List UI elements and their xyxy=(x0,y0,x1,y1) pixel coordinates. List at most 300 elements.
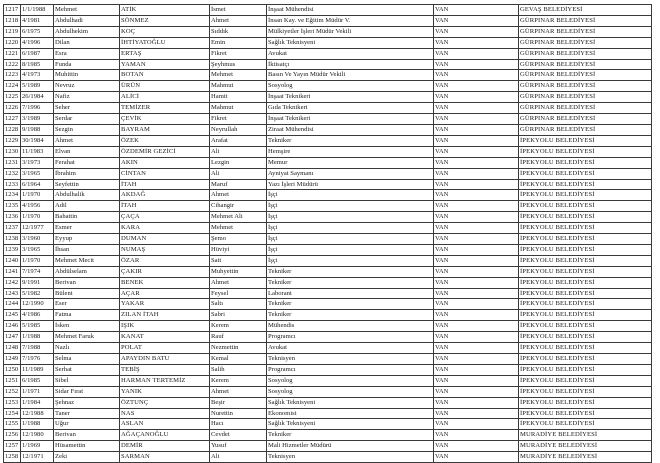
institution-cell: GÜRPINAR BELEDİYESİ xyxy=(519,59,652,70)
table-row xyxy=(4,430,652,441)
table-row xyxy=(4,299,652,310)
institution-cell: GÜRPINAR BELEDİYESİ xyxy=(519,70,652,81)
first-name-cell: Eser xyxy=(54,299,120,310)
father-name-cell: Nezmettin xyxy=(210,343,267,354)
city-cell: VAN xyxy=(434,343,519,354)
surname-cell: ATİK xyxy=(120,5,210,16)
institution-cell: İPEKYOLU BELEDİYESİ xyxy=(519,212,652,223)
surname-cell: POLAT xyxy=(120,343,210,354)
first-name-cell: Mehmet Mecit xyxy=(54,255,120,266)
job-title-cell: Programcı xyxy=(267,332,434,343)
surname-cell: KANAT xyxy=(120,332,210,343)
row-number-cell: 1250 xyxy=(4,364,21,375)
job-title-cell: Gıda Teknikeri xyxy=(267,103,434,114)
institution-cell: GÜRPINAR BELEDİYESİ xyxy=(519,124,652,135)
first-name-cell: Eyyup xyxy=(54,234,120,245)
father-name-cell: Arafat xyxy=(210,135,267,146)
first-name-cell: Serhat xyxy=(54,364,120,375)
first-name-cell: Ferahat xyxy=(54,157,120,168)
surname-cell: NAS xyxy=(120,408,210,419)
institution-cell: GÜRPINAR BELEDİYESİ xyxy=(519,48,652,59)
surname-cell: ERTAŞ xyxy=(120,48,210,59)
city-cell: VAN xyxy=(434,299,519,310)
table-row xyxy=(4,179,652,190)
father-name-cell: İsmet xyxy=(210,5,267,16)
first-name-cell: Serdar xyxy=(54,114,120,125)
job-title-cell: İşçi xyxy=(267,190,434,201)
city-cell: VAN xyxy=(434,266,519,277)
first-name-cell: Şehnaz xyxy=(54,397,120,408)
first-name-cell: Selma xyxy=(54,354,120,365)
table-row xyxy=(4,103,652,114)
row-number-cell: 1231 xyxy=(4,157,21,168)
birth-date-cell: 9/1991 xyxy=(21,277,54,288)
job-title-cell: İnşaat Teknikeri xyxy=(267,114,434,125)
birth-date-cell: 26/1984 xyxy=(21,92,54,103)
father-name-cell: Saltı xyxy=(210,299,267,310)
job-title-cell: Sosyolog xyxy=(267,81,434,92)
surname-cell: ÇEVİK xyxy=(120,114,210,125)
city-cell: VAN xyxy=(434,375,519,386)
surname-cell: AÇAR xyxy=(120,288,210,299)
surname-cell: CİNTAN xyxy=(120,168,210,179)
father-name-cell: Ali xyxy=(210,168,267,179)
job-title-cell: Tekniker xyxy=(267,277,434,288)
row-number-cell: 1251 xyxy=(4,375,21,386)
surname-cell: TEBİŞ xyxy=(120,364,210,375)
birth-date-cell: 11/1983 xyxy=(21,146,54,157)
surname-cell: YANIK xyxy=(120,386,210,397)
institution-cell: İPEKYOLU BELEDİYESİ xyxy=(519,343,652,354)
birth-date-cell: 7/1996 xyxy=(21,103,54,114)
row-number-cell: 1227 xyxy=(4,114,21,125)
table-row xyxy=(4,168,652,179)
city-cell: VAN xyxy=(434,37,519,48)
father-name-cell: Hüviyi xyxy=(210,244,267,255)
birth-date-cell: 1/1969 xyxy=(21,441,54,452)
birth-date-cell: 9/1988 xyxy=(21,124,54,135)
first-name-cell: Elvan xyxy=(54,146,120,157)
row-number-cell: 1238 xyxy=(4,234,21,245)
job-title-cell: Sağlık Teknisyeni xyxy=(267,37,434,48)
first-name-cell: Mehmet xyxy=(54,5,120,16)
surname-cell: DUMAN xyxy=(120,234,210,245)
table-body xyxy=(4,5,652,463)
father-name-cell: Mehmet Ali xyxy=(210,212,267,223)
first-name-cell: Berivan xyxy=(54,430,120,441)
city-cell: VAN xyxy=(434,354,519,365)
institution-cell: GÜRPINAR BELEDİYESİ xyxy=(519,81,652,92)
father-name-cell: Mehmet xyxy=(210,223,267,234)
father-name-cell: Salih xyxy=(210,364,267,375)
father-name-cell: Sait xyxy=(210,255,267,266)
row-number-cell: 1235 xyxy=(4,201,21,212)
row-number-cell: 1244 xyxy=(4,299,21,310)
surname-cell: İTAH xyxy=(120,201,210,212)
job-title-cell: İnsan Kay. ve Eğitim Müdür V. xyxy=(267,15,434,26)
city-cell: VAN xyxy=(434,277,519,288)
institution-cell: İPEKYOLU BELEDİYESİ xyxy=(519,419,652,430)
birth-date-cell: 11/1989 xyxy=(21,364,54,375)
first-name-cell: Taner xyxy=(54,408,120,419)
institution-cell: İPEKYOLU BELEDİYESİ xyxy=(519,135,652,146)
surname-cell: HARMAN TERTEMİZ xyxy=(120,375,210,386)
row-number-cell: 1240 xyxy=(4,255,21,266)
institution-cell: İPEKYOLU BELEDİYESİ xyxy=(519,408,652,419)
birth-date-cell: 6/1975 xyxy=(21,26,54,37)
surname-cell: İTAH xyxy=(120,179,210,190)
row-number-cell: 1228 xyxy=(4,124,21,135)
table-row xyxy=(4,48,652,59)
first-name-cell: İsken xyxy=(54,321,120,332)
birth-date-cell: 7/1988 xyxy=(21,343,54,354)
first-name-cell: Bülent xyxy=(54,288,120,299)
table-row xyxy=(4,441,652,452)
city-cell: VAN xyxy=(434,124,519,135)
institution-cell: İPEKYOLU BELEDİYESİ xyxy=(519,234,652,245)
institution-cell: GÜRPINAR BELEDİYESİ xyxy=(519,37,652,48)
city-cell: VAN xyxy=(434,179,519,190)
first-name-cell: Adil xyxy=(54,201,120,212)
job-title-cell: İşçi xyxy=(267,244,434,255)
row-number-cell: 1239 xyxy=(4,244,21,255)
row-number-cell: 1246 xyxy=(4,321,21,332)
surname-cell: ALİCİ xyxy=(120,92,210,103)
father-name-cell: Ahmet xyxy=(210,190,267,201)
birth-date-cell: 1/1971 xyxy=(21,386,54,397)
institution-cell: İPEKYOLU BELEDİYESİ xyxy=(519,255,652,266)
surname-cell: ÖZAR xyxy=(120,255,210,266)
first-name-cell: Abdulhekim xyxy=(54,26,120,37)
first-name-cell: Sidar Fırat xyxy=(54,386,120,397)
birth-date-cell: 12/1988 xyxy=(21,408,54,419)
father-name-cell: Hacı xyxy=(210,419,267,430)
job-title-cell: Tekniker xyxy=(267,310,434,321)
table-row xyxy=(4,201,652,212)
institution-cell: İPEKYOLU BELEDİYESİ xyxy=(519,244,652,255)
institution-cell: İPEKYOLU BELEDİYESİ xyxy=(519,288,652,299)
birth-date-cell: 3/1965 xyxy=(21,168,54,179)
institution-cell: İPEKYOLU BELEDİYESİ xyxy=(519,299,652,310)
father-name-cell: Ahmet xyxy=(210,15,267,26)
surname-cell: ÖZTUNÇ xyxy=(120,397,210,408)
job-title-cell: Teknisyen xyxy=(267,452,434,463)
city-cell: VAN xyxy=(434,135,519,146)
institution-cell: İPEKYOLU BELEDİYESİ xyxy=(519,201,652,212)
table-row xyxy=(4,212,652,223)
institution-cell: İPEKYOLU BELEDİYESİ xyxy=(519,375,652,386)
surname-cell: KARA xyxy=(120,223,210,234)
birth-date-cell: 7/1976 xyxy=(21,354,54,365)
personnel-table xyxy=(3,4,652,463)
birth-date-cell: 12/1971 xyxy=(21,452,54,463)
surname-cell: ÖZDEMİR GEZİCİ xyxy=(120,146,210,157)
institution-cell: İPEKYOLU BELEDİYESİ xyxy=(519,386,652,397)
city-cell: VAN xyxy=(434,26,519,37)
first-name-cell: Seyfettin xyxy=(54,179,120,190)
table-row xyxy=(4,114,652,125)
surname-cell: TEMİZER xyxy=(120,103,210,114)
surname-cell: İHTİYATOĞLU xyxy=(120,37,210,48)
father-name-cell: Emin xyxy=(210,37,267,48)
institution-cell: GÜRPINAR BELEDİYESİ xyxy=(519,26,652,37)
birth-date-cell: 3/1973 xyxy=(21,157,54,168)
first-name-cell: Sezgin xyxy=(54,124,120,135)
row-number-cell: 1249 xyxy=(4,354,21,365)
row-number-cell: 1257 xyxy=(4,441,21,452)
institution-cell: İPEKYOLU BELEDİYESİ xyxy=(519,223,652,234)
first-name-cell: Ahmet xyxy=(54,135,120,146)
table-row xyxy=(4,190,652,201)
birth-date-cell: 6/1985 xyxy=(21,375,54,386)
first-name-cell: İhsan xyxy=(54,244,120,255)
city-cell: VAN xyxy=(434,386,519,397)
table-row xyxy=(4,343,652,354)
table-row xyxy=(4,244,652,255)
table-row xyxy=(4,37,652,48)
father-name-cell: Fikret xyxy=(210,114,267,125)
first-name-cell: Uğur xyxy=(54,419,120,430)
first-name-cell: Funda xyxy=(54,59,120,70)
row-number-cell: 1219 xyxy=(4,26,21,37)
institution-cell: İPEKYOLU BELEDİYESİ xyxy=(519,266,652,277)
city-cell: VAN xyxy=(434,146,519,157)
birth-date-cell: 12/1977 xyxy=(21,223,54,234)
institution-cell: İPEKYOLU BELEDİYESİ xyxy=(519,397,652,408)
father-name-cell: Maruf xyxy=(210,179,267,190)
surname-cell: KOÇ xyxy=(120,26,210,37)
row-number-cell: 1218 xyxy=(4,15,21,26)
birth-date-cell: 30/1984 xyxy=(21,135,54,146)
city-cell: VAN xyxy=(434,288,519,299)
job-title-cell: İnşaat Mühendisi xyxy=(267,5,434,16)
first-name-cell: Hüsamettin xyxy=(54,441,120,452)
city-cell: VAN xyxy=(434,223,519,234)
first-name-cell: Abdulhadi xyxy=(54,15,120,26)
city-cell: VAN xyxy=(434,190,519,201)
job-title-cell: Avukat xyxy=(267,48,434,59)
job-title-cell: Mühendis xyxy=(267,321,434,332)
first-name-cell: Abdülselam xyxy=(54,266,120,277)
job-title-cell: İşçi xyxy=(267,212,434,223)
institution-cell: MURADİYE BELEDİYESİ xyxy=(519,452,652,463)
city-cell: VAN xyxy=(434,103,519,114)
job-title-cell: Tekniker xyxy=(267,299,434,310)
father-name-cell: Nurettin xyxy=(210,408,267,419)
city-cell: VAN xyxy=(434,114,519,125)
father-name-cell: Ahmet xyxy=(210,386,267,397)
city-cell: VAN xyxy=(434,255,519,266)
first-name-cell: Berivan xyxy=(54,277,120,288)
job-title-cell: Memur xyxy=(267,157,434,168)
table-row xyxy=(4,408,652,419)
birth-date-cell: 4/1986 xyxy=(21,310,54,321)
first-name-cell: Abdulhalik xyxy=(54,190,120,201)
job-title-cell: Avukat xyxy=(267,343,434,354)
surname-cell: ZILAN İTAH xyxy=(120,310,210,321)
city-cell: VAN xyxy=(434,408,519,419)
row-number-cell: 1226 xyxy=(4,103,21,114)
institution-cell: İPEKYOLU BELEDİYESİ xyxy=(519,321,652,332)
city-cell: VAN xyxy=(434,419,519,430)
row-number-cell: 1241 xyxy=(4,266,21,277)
city-cell: VAN xyxy=(434,157,519,168)
table-row xyxy=(4,26,652,37)
birth-date-cell: 1/1/1988 xyxy=(21,5,54,16)
row-number-cell: 1245 xyxy=(4,310,21,321)
institution-cell: GÜRPINAR BELEDİYESİ xyxy=(519,114,652,125)
table-row xyxy=(4,70,652,81)
row-number-cell: 1223 xyxy=(4,70,21,81)
city-cell: VAN xyxy=(434,244,519,255)
father-name-cell: Yusuf xyxy=(210,441,267,452)
father-name-cell: Cihangir xyxy=(210,201,267,212)
surname-cell: YAKAR xyxy=(120,299,210,310)
father-name-cell: Beşir xyxy=(210,397,267,408)
job-title-cell: Hemşire xyxy=(267,146,434,157)
city-cell: VAN xyxy=(434,364,519,375)
city-cell: VAN xyxy=(434,441,519,452)
table-row xyxy=(4,266,652,277)
surname-cell: YAMAN xyxy=(120,59,210,70)
row-number-cell: 1254 xyxy=(4,408,21,419)
job-title-cell: Sosyolog xyxy=(267,386,434,397)
birth-date-cell: 1/1970 xyxy=(21,255,54,266)
surname-cell: SÖNMEZ xyxy=(120,15,210,26)
first-name-cell: Muhittin xyxy=(54,70,120,81)
job-title-cell: Mali Hizmetler Müdürü xyxy=(267,441,434,452)
job-title-cell: İşçi xyxy=(267,223,434,234)
father-name-cell: Şeyhmus xyxy=(210,59,267,70)
surname-cell: BOTAN xyxy=(120,70,210,81)
table-row xyxy=(4,255,652,266)
row-number-cell: 1222 xyxy=(4,59,21,70)
father-name-cell: Kerem xyxy=(210,375,267,386)
table-row xyxy=(4,419,652,430)
surname-cell: ÖZEK xyxy=(120,135,210,146)
city-cell: VAN xyxy=(434,332,519,343)
city-cell: VAN xyxy=(434,168,519,179)
first-name-cell: Dilan xyxy=(54,37,120,48)
city-cell: VAN xyxy=(434,81,519,92)
table-row xyxy=(4,124,652,135)
table-row xyxy=(4,223,652,234)
father-name-cell: Şemo xyxy=(210,234,267,245)
birth-date-cell: 5/1982 xyxy=(21,288,54,299)
birth-date-cell: 4/1956 xyxy=(21,201,54,212)
table-row xyxy=(4,92,652,103)
first-name-cell: İbrahim xyxy=(54,168,120,179)
father-name-cell: Kemal xyxy=(210,354,267,365)
row-number-cell: 1252 xyxy=(4,386,21,397)
city-cell: VAN xyxy=(434,321,519,332)
job-title-cell: Mülkiyetler İşleri Müdür Vekili xyxy=(267,26,434,37)
table-row xyxy=(4,277,652,288)
father-name-cell: Ahmet xyxy=(210,277,267,288)
job-title-cell: İktisatçı xyxy=(267,59,434,70)
first-name-cell: Fatma xyxy=(54,310,120,321)
job-title-cell: Programcı xyxy=(267,364,434,375)
surname-cell: BAYRAM xyxy=(120,124,210,135)
table-row xyxy=(4,146,652,157)
first-name-cell: Nevruz xyxy=(54,81,120,92)
city-cell: VAN xyxy=(434,212,519,223)
job-title-cell: Sağlık Teknisyeni xyxy=(267,397,434,408)
institution-cell: İPEKYOLU BELEDİYESİ xyxy=(519,277,652,288)
institution-cell: İPEKYOLU BELEDİYESİ xyxy=(519,190,652,201)
surname-cell: ÇAÇA xyxy=(120,212,210,223)
city-cell: VAN xyxy=(434,430,519,441)
job-title-cell: Tekniker xyxy=(267,430,434,441)
father-name-cell: Mehmet xyxy=(210,70,267,81)
surname-cell: APAYDIN BATU xyxy=(120,354,210,365)
city-cell: VAN xyxy=(434,59,519,70)
table-row xyxy=(4,386,652,397)
table-row xyxy=(4,354,652,365)
row-number-cell: 1234 xyxy=(4,190,21,201)
birth-date-cell: 4/1973 xyxy=(21,70,54,81)
city-cell: VAN xyxy=(434,397,519,408)
table-row xyxy=(4,157,652,168)
birth-date-cell: 12/1990 xyxy=(21,299,54,310)
father-name-cell: Fikret xyxy=(210,48,267,59)
institution-cell: MURADİYE BELEDİYESİ xyxy=(519,430,652,441)
table-row xyxy=(4,288,652,299)
job-title-cell: Ekonomist xyxy=(267,408,434,419)
birth-date-cell: 1/1970 xyxy=(21,190,54,201)
first-name-cell: Sibel xyxy=(54,375,120,386)
first-name-cell: Bahattin xyxy=(54,212,120,223)
table-row xyxy=(4,310,652,321)
institution-cell: İPEKYOLU BELEDİYESİ xyxy=(519,168,652,179)
table-row xyxy=(4,59,652,70)
father-name-cell: Muhyettin xyxy=(210,266,267,277)
row-number-cell: 1225 xyxy=(4,92,21,103)
row-number-cell: 1230 xyxy=(4,146,21,157)
row-number-cell: 1256 xyxy=(4,430,21,441)
first-name-cell: Nazlı xyxy=(54,343,120,354)
job-title-cell: İşçi xyxy=(267,255,434,266)
birth-date-cell: 8/1985 xyxy=(21,59,54,70)
row-number-cell: 1236 xyxy=(4,212,21,223)
father-name-cell: Feysel xyxy=(210,288,267,299)
job-title-cell: İnşaat Teknikeri xyxy=(267,92,434,103)
father-name-cell: Neyrullah xyxy=(210,124,267,135)
institution-cell: İPEKYOLU BELEDİYESİ xyxy=(519,354,652,365)
row-number-cell: 1242 xyxy=(4,277,21,288)
father-name-cell: Ali xyxy=(210,452,267,463)
birth-date-cell: 1/1988 xyxy=(21,419,54,430)
birth-date-cell: 7/1974 xyxy=(21,266,54,277)
city-cell: VAN xyxy=(434,92,519,103)
city-cell: VAN xyxy=(434,201,519,212)
father-name-cell: Rauf xyxy=(210,332,267,343)
birth-date-cell: 3/1965 xyxy=(21,244,54,255)
birth-date-cell: 3/1989 xyxy=(21,114,54,125)
surname-cell: ASLAN xyxy=(120,419,210,430)
row-number-cell: 1253 xyxy=(4,397,21,408)
surname-cell: DEMİR xyxy=(120,441,210,452)
first-name-cell: Mehmet Faruk xyxy=(54,332,120,343)
row-number-cell: 1248 xyxy=(4,343,21,354)
institution-cell: GEVAŞ BELEDİYESİ xyxy=(519,5,652,16)
surname-cell: AĞAÇANOĞLU xyxy=(120,430,210,441)
first-name-cell: Esmer xyxy=(54,223,120,234)
city-cell: VAN xyxy=(434,70,519,81)
job-title-cell: Teknisyen xyxy=(267,354,434,365)
surname-cell: ÜRÜN xyxy=(120,81,210,92)
row-number-cell: 1233 xyxy=(4,179,21,190)
